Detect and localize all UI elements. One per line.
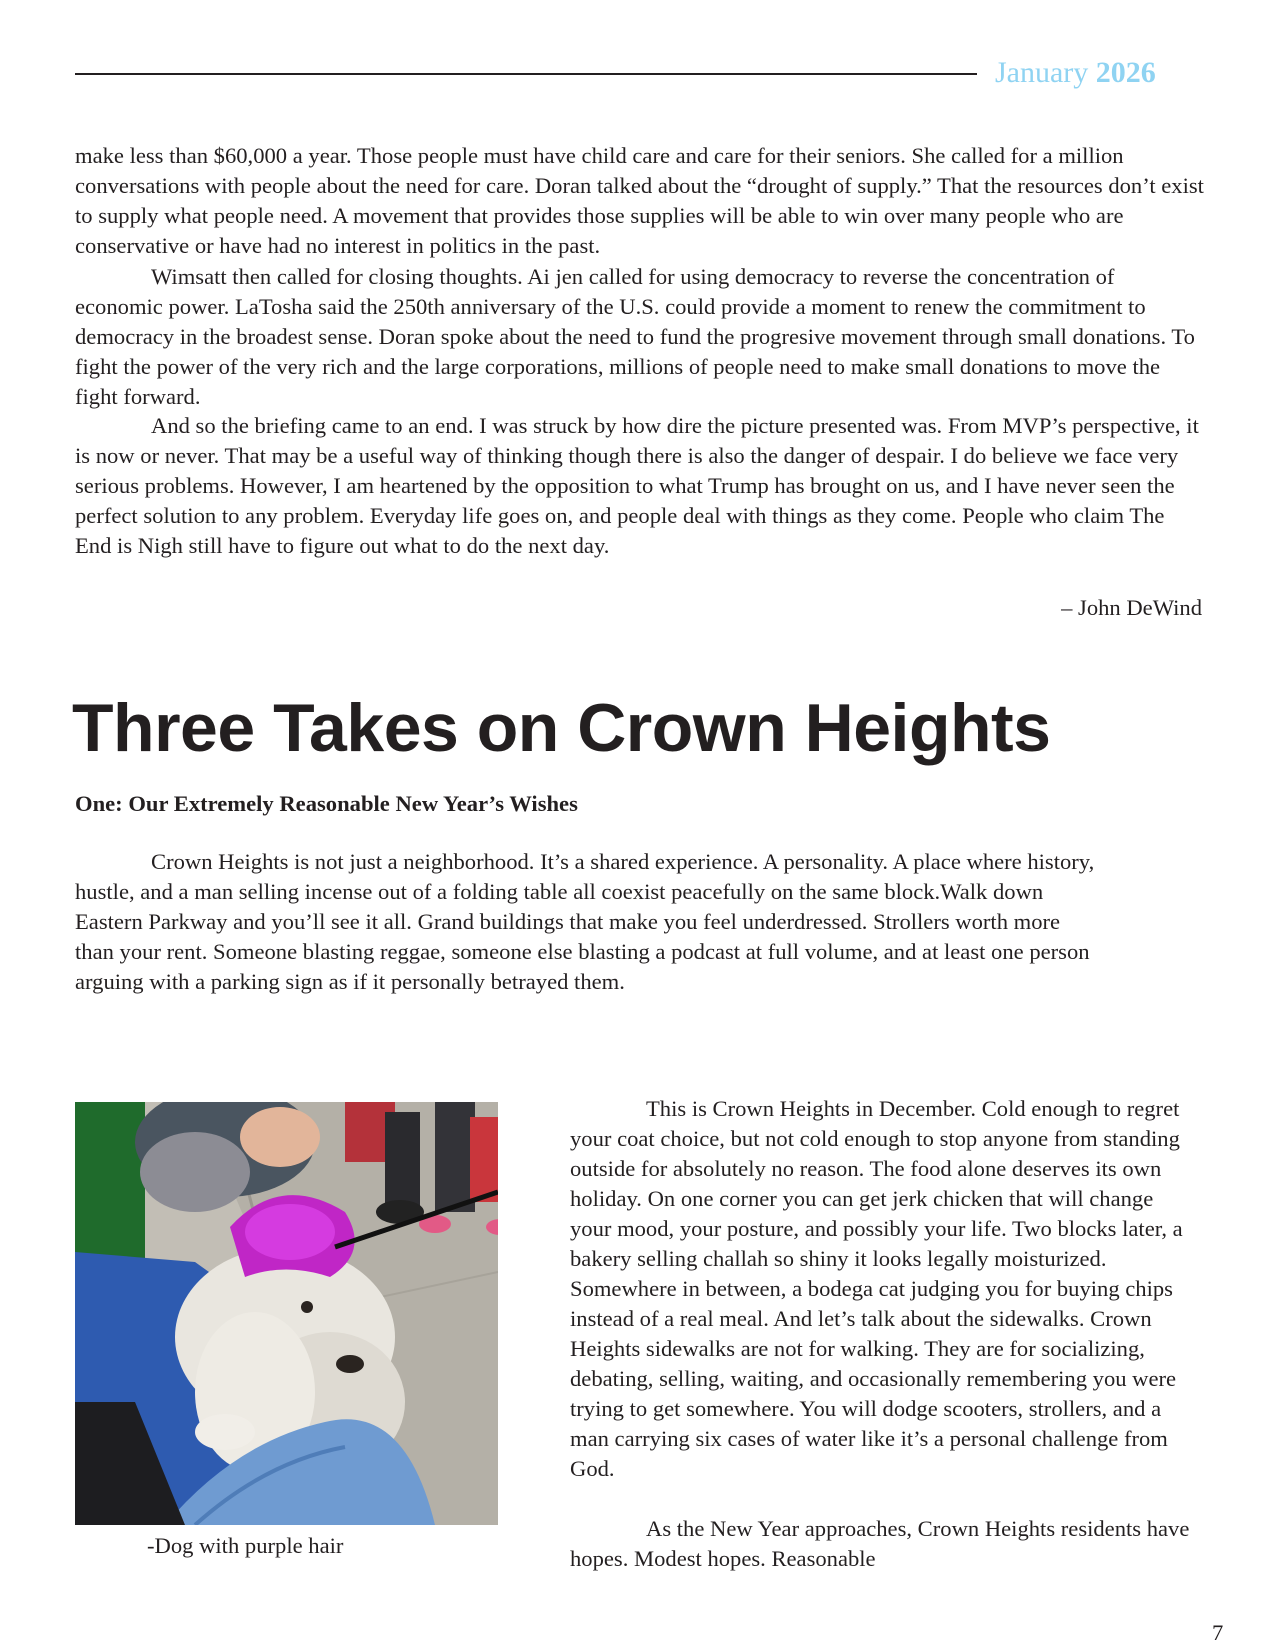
page-number: 7 (1212, 1620, 1224, 1645)
article2-intro: Crown Heights is not just a neighborhood. It’s a shared experience. A personality. A place where history, hustle, and a man selling incense out of a folding table all coexist peacefully on the same block.Walk down Eastern Parkway and you’ll see it all. Grand buildings that make you feel underdressed. Strollers worth more than your rent. Someone blasting reggae, someone else blasting a podcast at full volume, and at least one person arguing with a parking sign as if it personally betrayed them. (75, 849, 1095, 994)
photo-caption: -Dog with purple hair (147, 1533, 344, 1558)
article2-column-paragraph-1: This is Crown Heights in December. Cold enough to regret your coat choice, but not cold enough to stop anyone from standing outside for absolutely no reason. The food alone deserves its own holiday. On one corner you can get jerk chicken that will change your mood, your posture, and possibly your life. Two blocks later, a bakery selling challah so shiny it looks legally moisturized. Somewhere in between, a bodega cat judging you for buying chips instead of a real meal. And let’s talk about the sidewalks. Crown Heights sidewalks are not for walking. They are for socializing, debating, selling, waiting, and occasionally remembering you were trying to get somewhere. You will dodge scooters, strollers, and a man carrying six cases of water like it’s a personal challenge from God. (570, 1096, 1183, 1481)
header-rule (75, 73, 977, 75)
article-subtitle: One: Our Extremely Reasonable New Year’s Wishes (75, 791, 578, 816)
issue-month: January (995, 56, 1089, 89)
article1-paragraph-3: And so the briefing came to an end. I was struck by how dire the picture presented was. From MVP’s perspective, it is now or never. That may be a useful way of thinking though there is also the danger of despair. I do believe we face very serious problems. However, I am heartened by the opposition to what Trump has brought on us, and I have never seen the perfect solution to any problem. Everyday life goes on, and people deal with things as they come. People who claim The End is Nigh still have to figure out what to do the next day. (75, 413, 1199, 558)
article2-column-paragraph-2: As the New Year approaches, Crown Heights residents have hopes. Modest hopes. Reasonable (570, 1516, 1190, 1571)
article-title: Three Takes on Crown Heights (72, 690, 1051, 766)
article1-signature: – John DeWind (1061, 595, 1202, 620)
dog-photo (75, 1102, 498, 1525)
article1-paragraph-2: Wimsatt then called for closing thoughts. Ai jen called for using democracy to reverse the concentration of economic power. LaTosha said the 250th anniversary of the U.S. could provide a moment to renew the commitment to democracy in the broadest sense. Doran spoke about the need to fund the progresive movement through small donations. To fight the power of the very rich and the large corporations, millions of people need to make small donations to move the fight forward. (75, 264, 1195, 409)
issue-year: 2026 (1095, 56, 1156, 89)
article1-paragraph-1: make less than $60,000 a year. Those people must have child care and care for their seniors. She called for a million conversations with people about the need for care. Doran talked about the “drought of supply.” That the resources don’t exist to supply what people need. A movement that provides those supplies will be able to win over many people who are conservative or have had no interest in politics in the past. (75, 143, 1204, 258)
issue-date (995, 56, 1156, 90)
